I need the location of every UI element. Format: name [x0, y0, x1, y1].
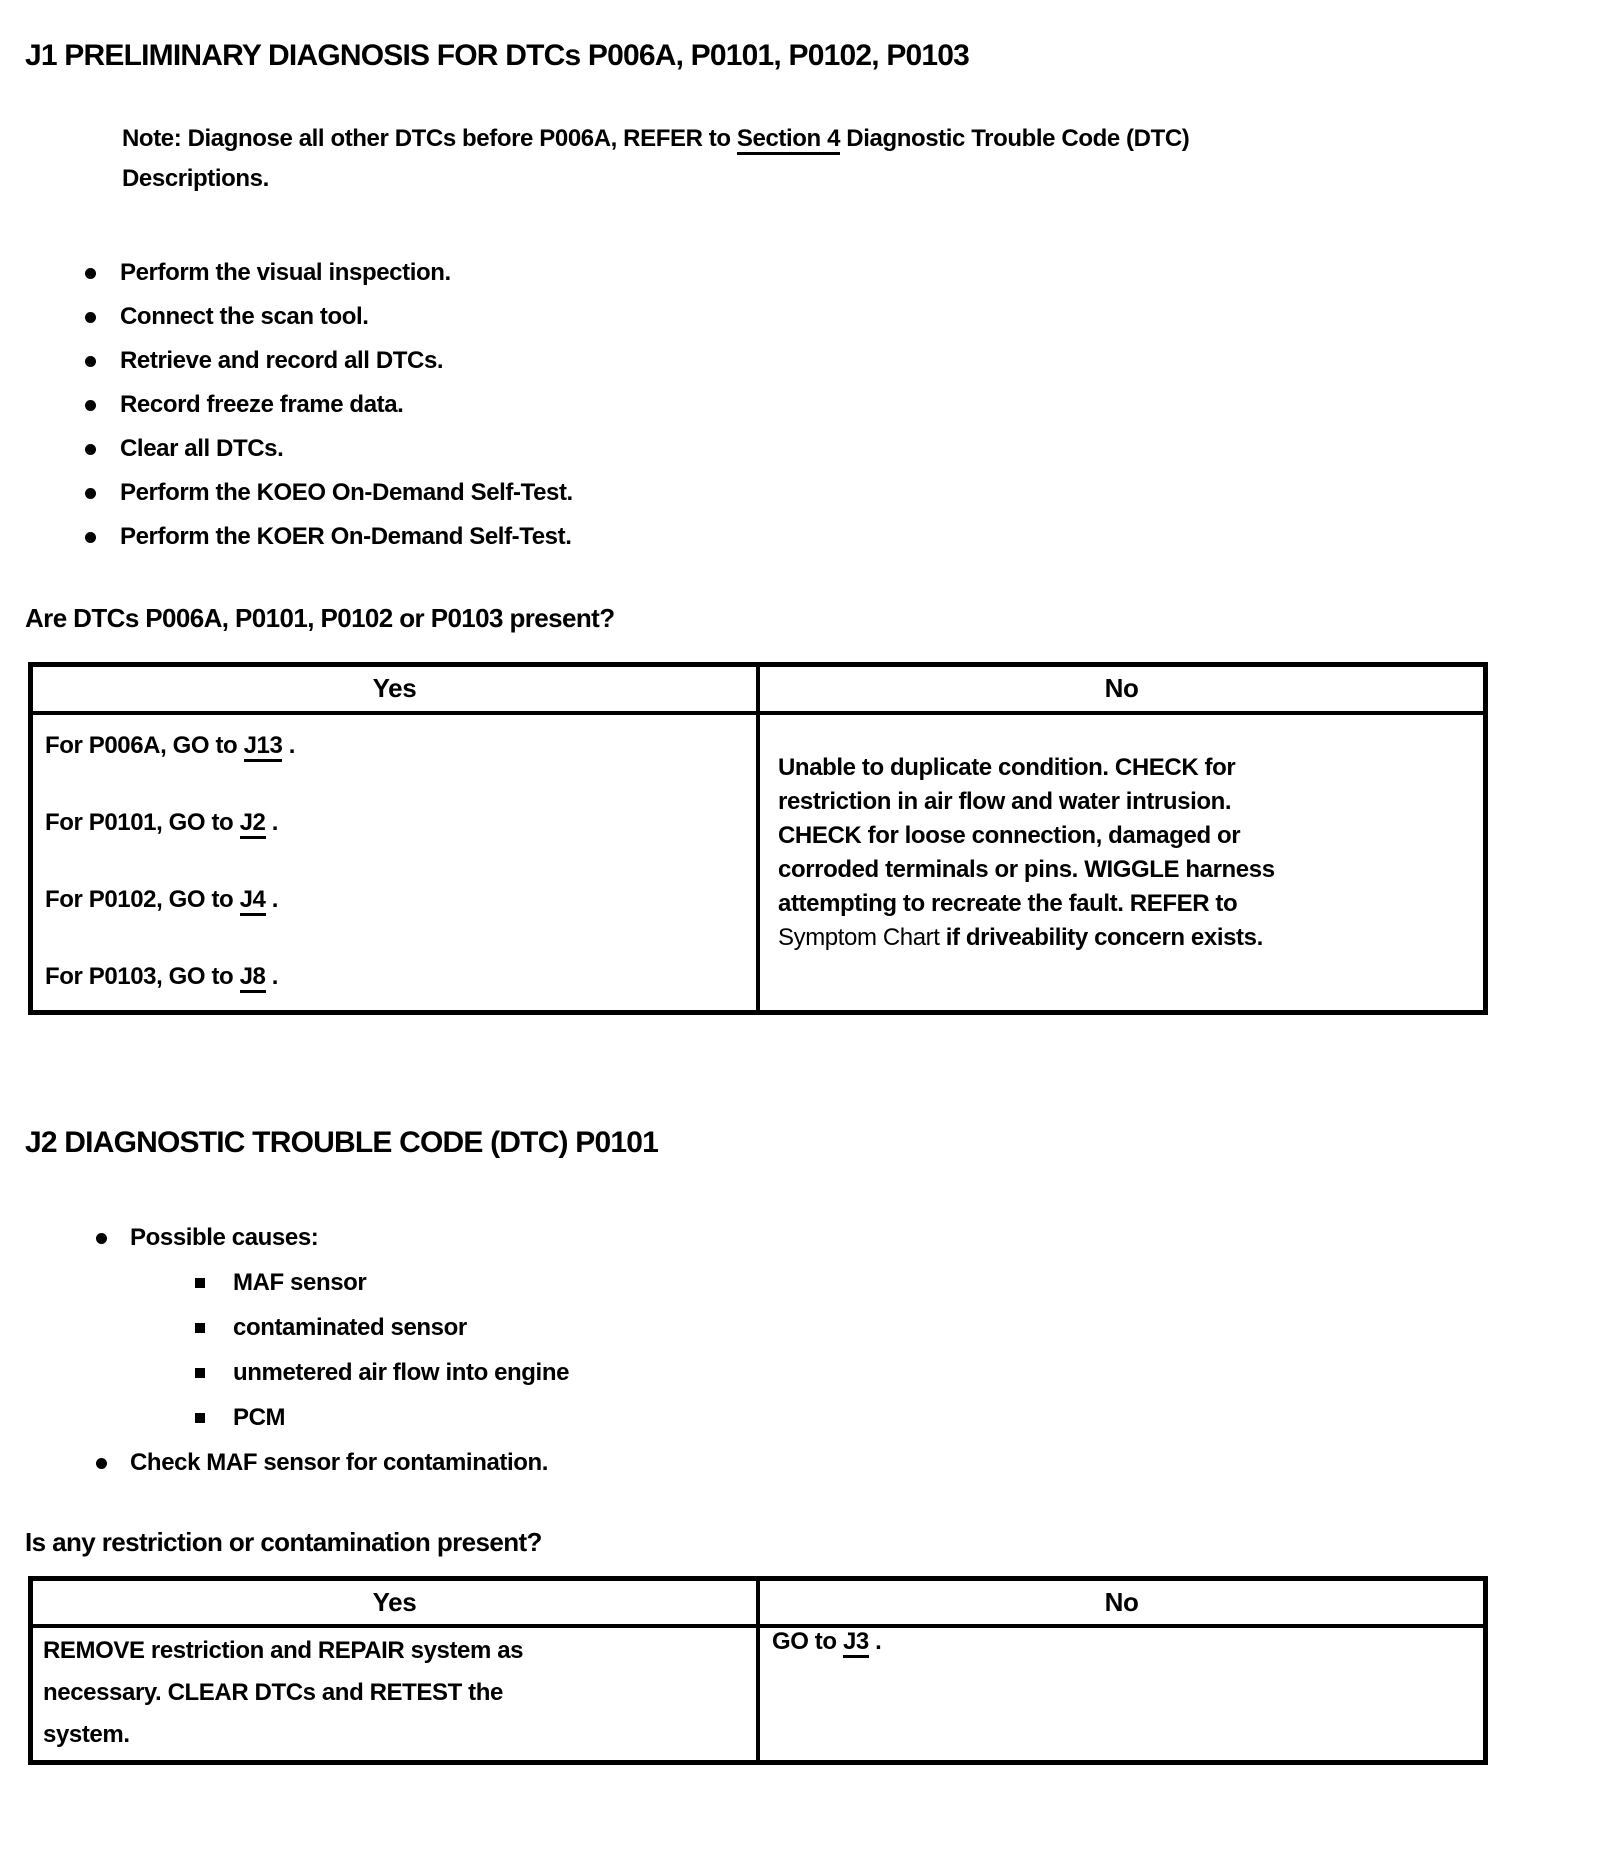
yes-cell [31, 1626, 759, 1763]
causes-label: Possible causes: [130, 1223, 319, 1251]
goto-text-post: . [265, 962, 279, 990]
step-item: Perform the KOER On-Demand Self-Test. [25, 515, 1570, 559]
no-cell-line: restriction in air flow and water intrusion. [778, 787, 1232, 815]
yes-cell-line: necessary. CLEAR DTCs and RETEST the [43, 1679, 503, 1706]
check-maf-item: Check MAF sensor for contamination. [25, 1447, 1570, 1479]
no-cell [758, 1626, 1486, 1763]
j2-cause-list [25, 1222, 1570, 1479]
j4-link[interactable]: J4 [240, 886, 266, 916]
sub-cause-item: MAF sensor [130, 1267, 1570, 1299]
sub-cause-item: contaminated sensor [130, 1312, 1570, 1344]
sub-cause-item: PCM [130, 1402, 1570, 1434]
yes-row [45, 962, 746, 992]
j1-decision-table [28, 662, 1488, 1015]
table-body-row [31, 1626, 1486, 1763]
no-cell-line: CHECK for loose connection, damaged or [778, 821, 1241, 849]
note-text-post: Diagnostic Trouble Code (DTC) [840, 125, 1190, 152]
note-label: Note: [122, 125, 182, 152]
goto-text: GO to [772, 1628, 843, 1655]
sub-cause-list [130, 1267, 1570, 1434]
j3-link[interactable]: J3 [843, 1628, 869, 1658]
yes-row [45, 885, 746, 915]
no-column-header: No [758, 1578, 1486, 1626]
sub-cause-item: unmetered air flow into engine [130, 1357, 1570, 1389]
goto-text-post: . [282, 731, 295, 759]
goto-text-post: . [265, 808, 279, 836]
step-item: Retrieve and record all DTCs. [25, 339, 1570, 383]
j1-note [122, 119, 1570, 199]
goto-text: For P006A, GO to [45, 731, 244, 759]
j2-heading: J2 DIAGNOSTIC TROUBLE CODE (DTC) P0101 [25, 1125, 659, 1159]
table-body-row [31, 713, 1486, 1013]
j1-heading: J1 PRELIMINARY DIAGNOSIS FOR DTCs P006A, P0101, P0102, P0103 [25, 39, 970, 72]
note-text-line2: Descriptions. [122, 165, 269, 192]
no-cell-line: attempting to recreate the fault. REFER to [778, 889, 1238, 917]
goto-text: For P0102, GO to [45, 885, 240, 913]
symptom-chart-text: Symptom Chart [778, 923, 940, 951]
goto-text: For P0103, GO to [45, 962, 240, 990]
yes-row [45, 808, 746, 838]
section-4-link[interactable]: Section 4 [737, 125, 840, 155]
j2-link[interactable]: J2 [240, 809, 266, 839]
j2-question: Is any restriction or contamination present? [25, 1526, 542, 1557]
step-item: Perform the KOEO On-Demand Self-Test. [25, 471, 1570, 515]
step-item: Perform the visual inspection. [25, 251, 1570, 295]
j1-step-list [25, 251, 1570, 559]
no-cell-line-rest: if driveability concern exists. [939, 923, 1263, 951]
step-item: Record freeze frame data. [25, 383, 1570, 427]
goto-text: For P0101, GO to [45, 808, 240, 836]
table-header-row [31, 1578, 1486, 1626]
goto-text-post: . [868, 1628, 882, 1655]
step-item: Connect the scan tool. [25, 295, 1570, 339]
yes-cell-line: system. [43, 1721, 130, 1748]
yes-column-header: Yes [31, 1578, 759, 1626]
causes-label-item [25, 1222, 1570, 1434]
goto-text-post: . [265, 885, 279, 913]
j8-link[interactable]: J8 [240, 963, 266, 993]
no-cell-line [778, 921, 1473, 955]
step-item: Clear all DTCs. [25, 427, 1570, 471]
table-header-row [31, 665, 1486, 713]
yes-cell-line: REMOVE restriction and REPAIR system as [43, 1637, 524, 1664]
yes-cell [31, 713, 759, 1013]
j13-link[interactable]: J13 [244, 732, 283, 762]
yes-row [45, 731, 746, 761]
no-cell-line: corroded terminals or pins. WIGGLE harness [778, 855, 1275, 883]
yes-column-header: Yes [31, 665, 759, 713]
j2-decision-table [28, 1576, 1488, 1766]
no-column-header: No [758, 665, 1486, 713]
no-cell-line: Unable to duplicate condition. CHECK for [778, 753, 1236, 781]
j1-question: Are DTCs P006A, P0101, P0102 or P0103 present? [25, 603, 615, 633]
note-text-pre: Diagnose all other DTCs before P006A, REFER to [181, 125, 737, 152]
no-cell [758, 713, 1486, 1013]
